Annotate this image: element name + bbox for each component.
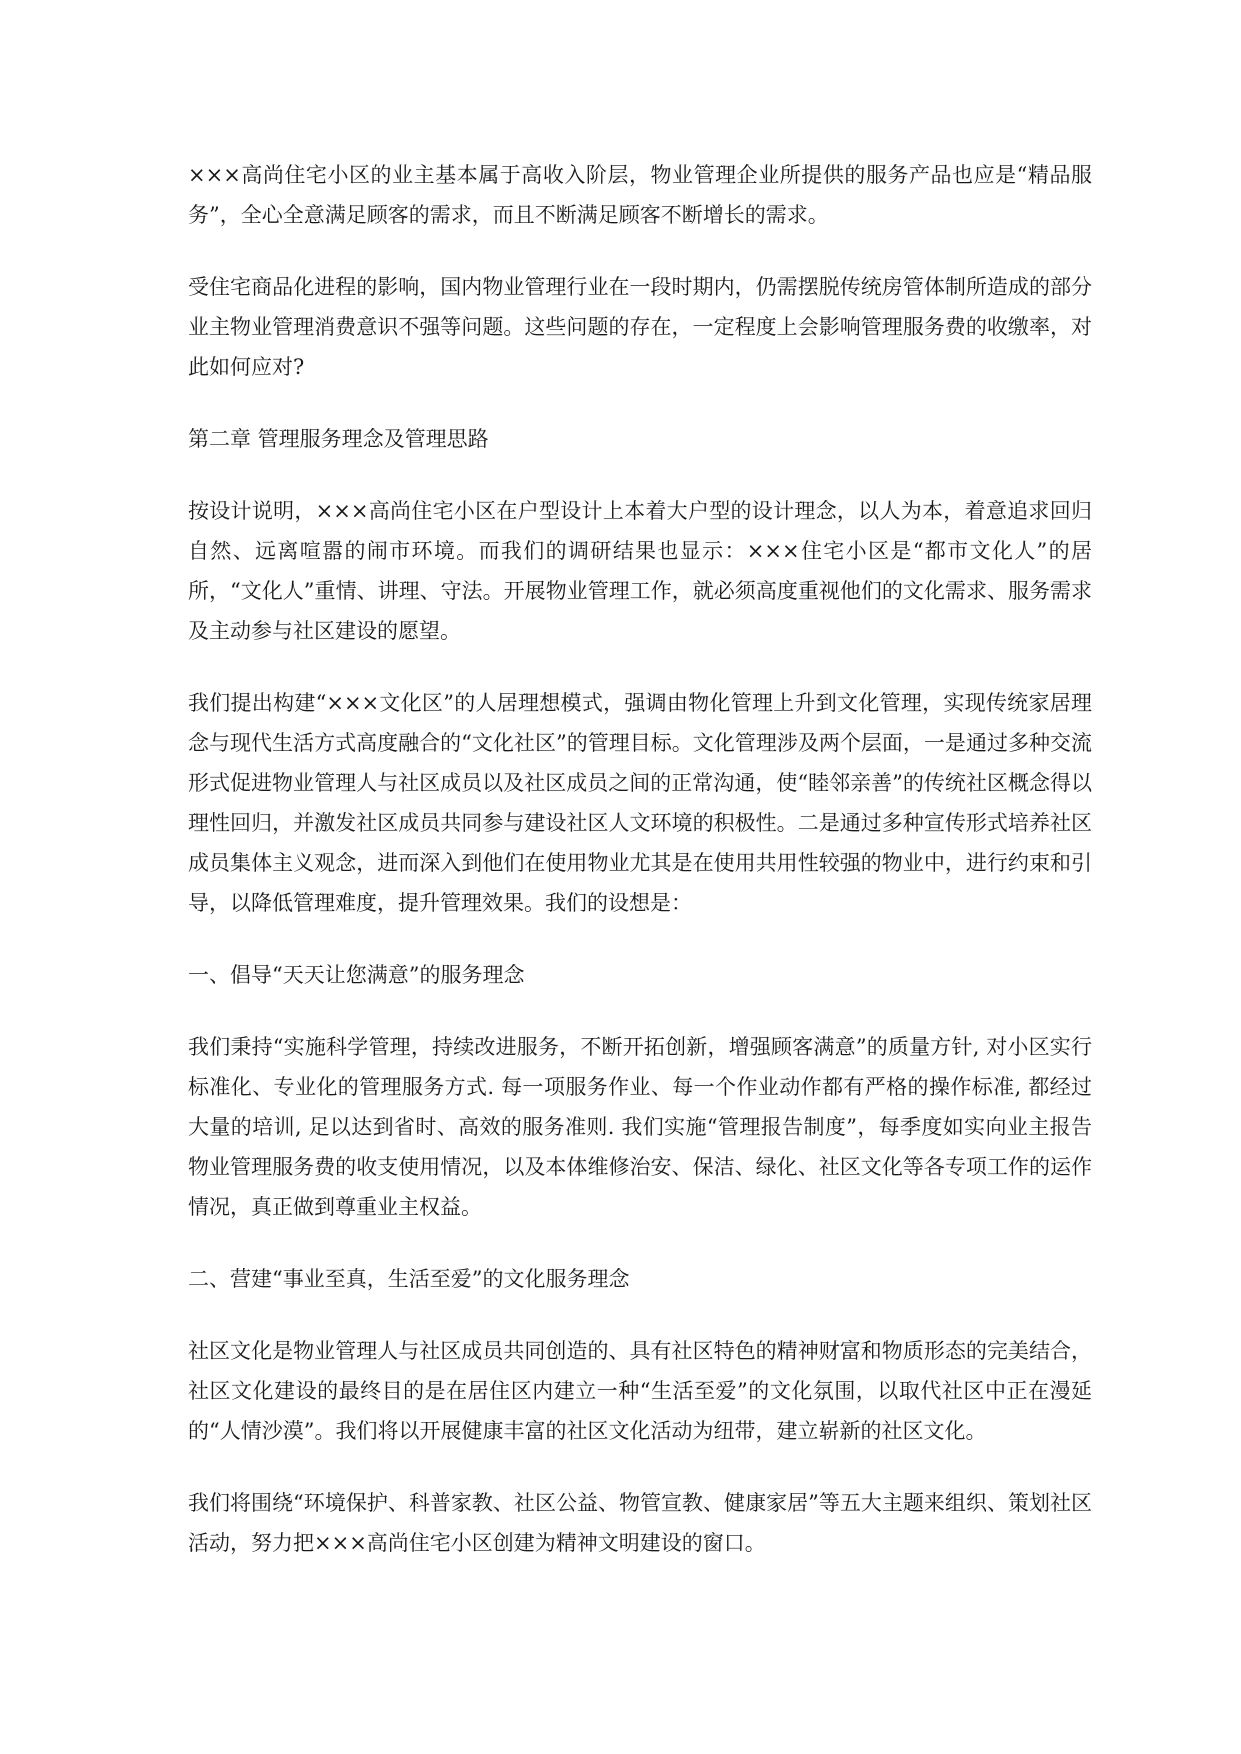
- paragraph-quality-policy: 我们秉持“实施科学管理，持续改进服务，不断开拓创新，增强顾客满意”的质量方针, 对小区实行标准化、专业化的管理服务方式. 每一项服务作业、每一个作业动作都有严格的操作标准, 都经过大量的培训, 足以达到省时、高效的服务准则. 我们实施“管理报告制度”，每季度如实向业主报告物业管理服务费的收支使用情况，以及本体维修治安、保洁、绿化、社区文化等各专项工作的运作情况，真正做到尊重业主权益。: [188, 1035, 1092, 1219]
- section-heading-2: 二、营建“事业至真，生活至爱”的文化服务理念: [188, 1267, 630, 1291]
- section-heading-1: 一、倡导“天天让您满意”的服务理念: [188, 963, 525, 987]
- paragraph-activity-themes: 我们将围绕“环境保护、科普家教、社区公益、物管宣教、健康家居”等五大主题来组织、策划社区活动，努力把×××高尚住宅小区创建为精神文明建设的窗口。: [188, 1491, 1092, 1555]
- document-body: [188, 155, 1092, 1595]
- paragraph-fee-collection: 受住宅商品化进程的影响，国内物业管理行业在一段时期内，仍需摆脱传统房管体制所造成的部分业主物业管理消费意识不强等问题。这些问题的存在，一定程度上会影响管理服务费的收缴率，对此如何应对?: [188, 275, 1092, 379]
- paragraph-design-concept: 按设计说明，×××高尚住宅小区在户型设计上本着大户型的设计理念，以人为本，着意追求回归自然、远离喧嚣的闹市环境。而我们的调研结果也显示：×××住宅小区是“都市文化人”的居所，“文化人”重情、讲理、守法。开展物业管理工作，就必须高度重视他们的文化需求、服务需求及主动参与社区建设的愿望。: [188, 499, 1092, 643]
- chapter-heading: 第二章 管理服务理念及管理思路: [188, 427, 489, 451]
- paragraph-intro: ×××高尚住宅小区的业主基本属于高收入阶层，物业管理企业所提供的服务产品也应是“精品服务”，全心全意满足顾客的需求，而且不断满足顾客不断增长的需求。: [188, 163, 1092, 227]
- paragraph-community-culture: 社区文化是物业管理人与社区成员共同创造的、具有社区特色的精神财富和物质形态的完美结合，社区文化建设的最终目的是在居住区内建立一种“生活至爱”的文化氛围，以取代社区中正在漫延的“人情沙漠”。我们将以开展健康丰富的社区文化活动为纽带，建立崭新的社区文化。: [188, 1339, 1092, 1443]
- paragraph-culture-management: 我们提出构建“×××文化区”的人居理想模式，强调由物化管理上升到文化管理，实现传统家居理念与现代生活方式高度融合的“文化社区”的管理目标。文化管理涉及两个层面，一是通过多种交流形式促进物业管理人与社区成员以及社区成员之间的正常沟通，使“睦邻亲善”的传统社区概念得以理性回归，并激发社区成员共同参与建设社区人文环境的积极性。二是通过多种宣传形式培养社区成员集体主义观念，进而深入到他们在使用物业尤其是在使用共用性较强的物业中，进行约束和引导，以降低管理难度，提升管理效果。我们的设想是：: [188, 691, 1092, 915]
